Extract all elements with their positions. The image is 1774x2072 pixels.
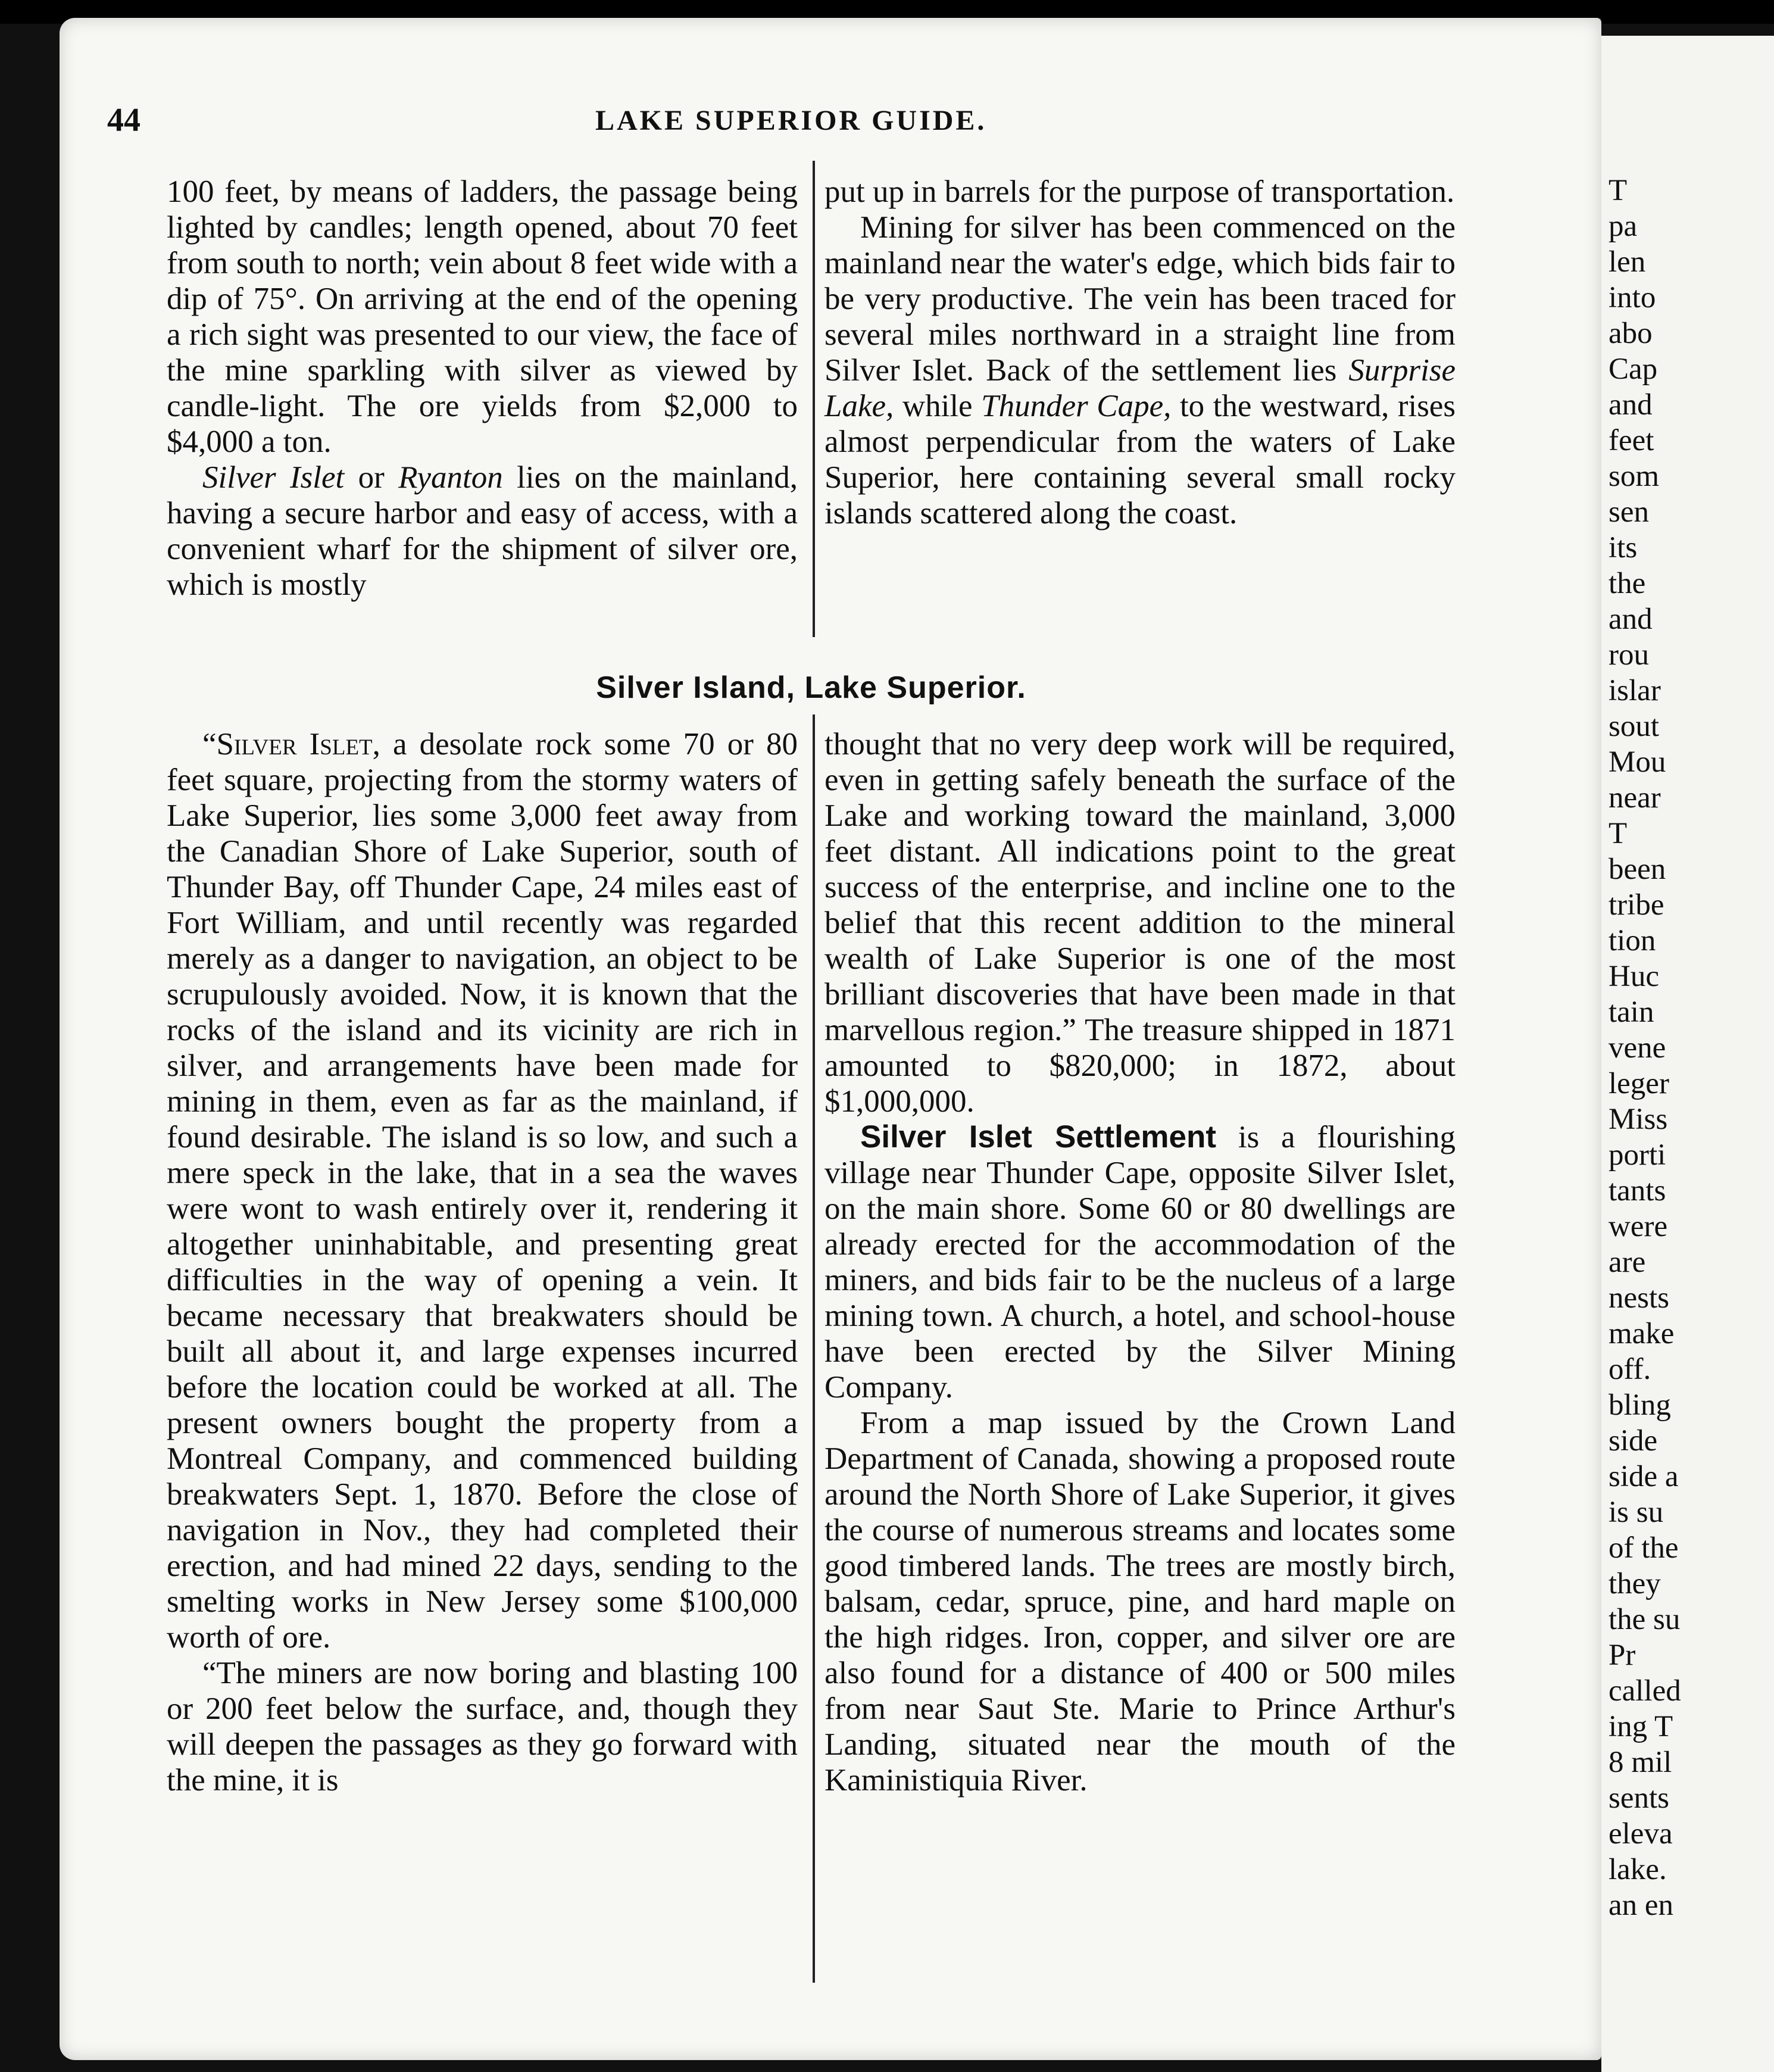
place-name: Thunder Cape, — [981, 389, 1172, 423]
fragment-line: pa — [1609, 210, 1638, 243]
paragraph: “Silver Islet, a desolate rock some 70 or 80 feet square, projecting from the stormy waters of Lake Superior, lies some 3,000 feet away from the Canadian Shore of Lake Superior, south of Thunder Bay, off Thunder Cape, 24 miles east of Fort William, and until recently was regarded merely as a danger to navigation, an object to be scrupulously avoided. Now, it is known that the rocks of the island and its vicinity are rich in silver, and arrangements have been made for mining in them, even as far as the mainland, if found desirable. The island is so low, and such a mere speck in the lake, that in a sea the waves were wont to wash entirely over it, rendering it altogether uninhabitable, and presenting great difficulties in the way of opening a vein. It became necessary that breakwaters should be built all about it, and large expenses incurred before the location could be worked at all. The present owners bought the property from a Montreal Company, and commenced building breakwaters Sept. 1, 1870. Before the close of navigation in Nov., they had completed their erection, and had mined 22 days, sending to the smelting works in New Jersey some $100,000 worth of ore. — [167, 727, 798, 1655]
fragment-line: near — [1609, 781, 1661, 815]
fragment-line: abo — [1609, 317, 1653, 350]
place-name: Silver Islet — [202, 460, 345, 495]
fragment-line: feet — [1609, 424, 1654, 457]
fragment-line: lake. — [1609, 1853, 1667, 1886]
fragment-line: called — [1609, 1674, 1681, 1708]
fragment-line: are — [1609, 1246, 1646, 1279]
fragment-line: its — [1609, 531, 1638, 564]
paragraph: Silver Islet Settlement is a flourishing village near Thunder Cape, opposite Silver Islet, on the main shore. Some 60 or 80 dwellings are already erected for the accommodation of the miners, and bids fair to be the nucleus of a large mining town. A church, a hotel, and school-house have been erected by the Silver Mining Company. — [824, 1119, 1456, 1405]
fragment-line: T — [1609, 174, 1628, 207]
fragment-line: into — [1609, 281, 1656, 314]
fragment-line: is su — [1609, 1496, 1664, 1529]
fragment-line: leger — [1609, 1067, 1669, 1100]
fragment-line: been — [1609, 853, 1666, 886]
column-right-bottom — [824, 726, 1456, 1798]
page-number: 44 — [107, 102, 140, 139]
fragment-line: sents — [1609, 1781, 1669, 1815]
fragment-line: tain — [1609, 996, 1654, 1029]
section-title: Silver Island, Lake Superior. — [596, 670, 1026, 705]
fragment-line: eleva — [1609, 1817, 1673, 1851]
fragment-line: sen — [1609, 495, 1649, 529]
fragment-line: T — [1609, 817, 1628, 850]
adjacent-page-fragment — [1601, 36, 1774, 2072]
place-name: Ryanton — [398, 460, 503, 495]
lead-caps: Silver Islet, — [216, 727, 380, 762]
fragment-line: ing T — [1609, 1710, 1673, 1743]
paragraph: thought that no very deep work will be required, even in getting safely beneath the surface of the Lake and working toward the mainland, 3,000 feet distant. All indications point to the great success of the enterprise, and incline one to the belief that this recent addition to the mineral wealth of Lake Superior is one of the most brilliant discoveries that have been made in that marvellous region.” The treasure shipped in 1871 amounted to $820,000; in 1872, about $1,000,000. — [824, 727, 1456, 1119]
fragment-line: side a — [1609, 1460, 1679, 1493]
fragment-line: sout — [1609, 710, 1660, 743]
fragment-line: the su — [1609, 1603, 1681, 1636]
fragment-line: and — [1609, 603, 1653, 636]
fragment-line: tribe — [1609, 888, 1664, 922]
paragraph: Silver Islet or Ryanton lies on the mainland, having a secure harbor and easy of access, with a convenient wharf for the shipment of silver ore, which is mostly — [167, 460, 798, 602]
fragment-line: the — [1609, 567, 1646, 600]
fragment-line: 8 mil — [1609, 1746, 1672, 1779]
fragment-line: som — [1609, 460, 1660, 493]
place-name: Surprise Lake, — [824, 353, 1456, 423]
paragraph: 100 feet, by means of ladders, the passage being lighted by candles; length opened, about 70 feet from south to north; vein about 8 feet wide with a dip of 75°. On arriving at the end of the opening a rich sight was presented to our view, the face of the mine sparkling with silver as viewed by candle-light. The ore yields from $2,000 to $4,000 a ton. — [167, 174, 798, 459]
column-rule-bottom — [813, 714, 815, 1983]
fragment-line: off. — [1609, 1353, 1651, 1386]
paragraph: “The miners are now boring and blasting 100 or 200 feet below the surface, and, though they will deepen the passages as they go forward with the mine, it is — [167, 1656, 798, 1798]
fragment-line: porti — [1609, 1138, 1666, 1172]
column-right-top — [824, 174, 1456, 531]
fragment-line: were — [1609, 1210, 1668, 1243]
bold-heading: Silver Islet Settlement — [860, 1119, 1217, 1154]
fragment-line: rou — [1609, 638, 1649, 672]
fragment-line: Mou — [1609, 745, 1666, 779]
paragraph: put up in barrels for the purpose of transportation. — [824, 174, 1455, 209]
fragment-line: tion — [1609, 924, 1656, 957]
fragment-line: they — [1609, 1567, 1661, 1600]
fragment-line: and — [1609, 388, 1653, 422]
fragment-line: bling — [1609, 1388, 1671, 1422]
fragment-line: islar — [1609, 674, 1661, 707]
fragment-line: Huc — [1609, 960, 1659, 993]
paragraph: From a map issued by the Crown Land Department of Canada, showing a proposed route around the North Shore of Lake Superior, it gives the course of numerous streams and locates some good timbered lands. The trees are mostly birch, balsam, cedar, spruce, pine, and hard maple on the high ridges. Iron, copper, and silver ore are also found for a distance of 400 or 500 miles from near Saut Ste. Marie to Prince Arthur's Landing, situated near the mouth of the Kaministiquia River. — [824, 1406, 1456, 1798]
fragment-line: make — [1609, 1317, 1675, 1350]
fragment-line: an en — [1609, 1889, 1674, 1922]
paragraph: Mining for silver has been commenced on the mainland near the water's edge, which bids fair to be very productive. The vein has been traced for several miles northward in a straight line from Silver Islet. Back of the settlement lies Surprise Lake, while Thunder Cape, to the westward, rises almost perpendicular from the waters of Lake Superior, here containing several small rocky islands scattered along the coast. — [824, 210, 1456, 531]
fragment-line: vene — [1609, 1031, 1666, 1065]
fragment-line: Pr — [1609, 1639, 1636, 1672]
fragment-line: Cap — [1609, 352, 1658, 386]
column-rule-top — [813, 161, 815, 637]
fragment-line: Miss — [1609, 1103, 1668, 1136]
running-head: LAKE SUPERIOR GUIDE. — [595, 105, 987, 136]
fragment-line: of the — [1609, 1531, 1679, 1565]
fragment-line: len — [1609, 245, 1646, 279]
column-left-top — [167, 174, 798, 603]
fragment-line: side — [1609, 1424, 1658, 1458]
column-left-bottom — [167, 726, 798, 1798]
fragment-line: tants — [1609, 1174, 1666, 1207]
fragment-line: nests — [1609, 1281, 1669, 1315]
